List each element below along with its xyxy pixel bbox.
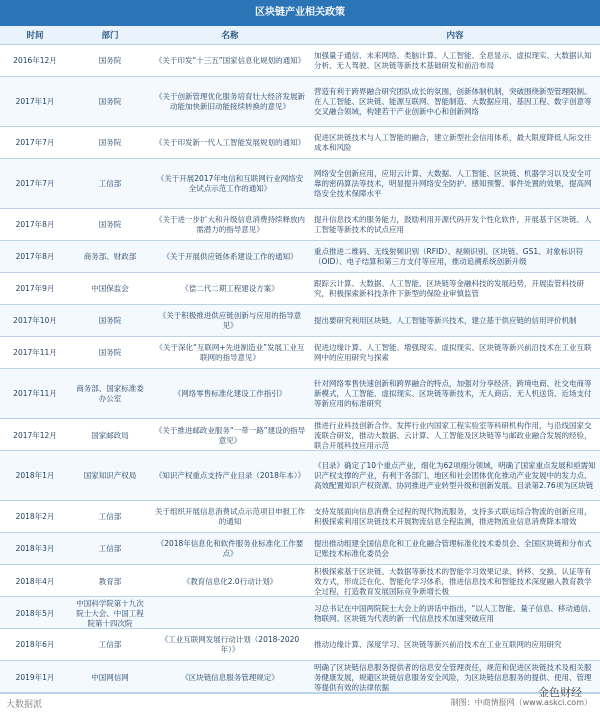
row-date: 2017年11月 xyxy=(13,388,57,398)
row-name: 《关于印发新一代人工智能发展规划的通知》 xyxy=(155,137,305,147)
row-name: 《工业互联网发展行动计划（2018-2020年）》 xyxy=(160,634,300,654)
row-dept: 商务部、国家标准委办公室 xyxy=(76,383,144,403)
table-row xyxy=(0,159,600,209)
row-content: 推动边缘计算、深度学习、区块链等新兴前沿技术在工业互联网的应用研究 xyxy=(314,639,562,649)
table-row xyxy=(0,209,600,241)
row-content: 《目录》确定了10个重点产业，细化为62项细分领域，明确了国家重点发展和亟需知识产权支撑的产业，有利于各部门、地区和社会团体优化推动产业发展中的发力点、高效配置知识产权资源、协同推进产业转型升级和创新发展。目录第2.76项为区块链 xyxy=(314,460,596,490)
row-content: 推进行业科技创新合作。发挥行业内国家工程实验室等科研机构作用，与沿线国家交流联合研发，推动大数据、云计算、人工智能及区块链等与邮政业融合发展的经验，联合开展科技应用示范 xyxy=(314,421,592,450)
row-dept: 国家邮政局 xyxy=(91,431,129,440)
row-dept: 国务院 xyxy=(98,137,122,147)
row-date: 2017年1月 xyxy=(15,96,55,106)
table-row xyxy=(0,305,600,337)
row-name xyxy=(150,597,310,631)
row-date: 2016年12月 xyxy=(13,55,57,65)
footer xyxy=(0,686,600,712)
row-dept: 教育部 xyxy=(98,577,122,586)
row-date: 2017年8月 xyxy=(15,251,55,261)
row-name: 《偿二代二期工程建设方案》 xyxy=(181,283,279,293)
table-row xyxy=(0,77,600,127)
row-name: 《2018年信息化和软件服务业标准化工作要点》 xyxy=(156,538,304,558)
table-row xyxy=(0,533,600,565)
row-dept: 国务院 xyxy=(98,347,122,357)
table-row xyxy=(0,241,600,273)
row-date: 2017年7月 xyxy=(15,178,55,188)
row-date: 2018年5月 xyxy=(15,609,55,618)
table-row xyxy=(0,629,600,661)
row-content: 支持发展面向信息消费全过程的现代物流服务，支持多式联运综合物流的创新应用，积极探索利用区块链技术开展物流信息全程监测，推进物流业信息消费降本增效 xyxy=(314,506,592,526)
table-row xyxy=(0,597,600,629)
table-row xyxy=(0,369,600,419)
row-date: 2017年10月 xyxy=(13,315,57,325)
row-dept: 中国保监会 xyxy=(91,283,129,293)
table-row xyxy=(0,565,600,597)
row-content: 针对网络零售快速创新和跨界融合的特点，加强对分享经济、跨境电商、社交电商等新模式，人工智能、虚拟现实、区块链等新技术，无人商店、无人机送货、近场支付等新应用的标准研究 xyxy=(314,378,592,408)
watermark-left: 大数据派 xyxy=(6,700,43,710)
table-row xyxy=(0,337,600,369)
row-name: 《关于进一步扩大和升级信息消费持续释放内需潜力的指导意见》 xyxy=(155,214,305,234)
row-content: 积极探索基于区块链、大数据等新技术的智能学习效果记录、转移、交换、认证等有效方式，形成泛在化、智能化学习体系，推进信息技术和智能技术深度融入教育教学全过程，打造教育发展国际竞争新增长极 xyxy=(314,567,592,596)
row-content: 提出要研究利用区块链、人工智能等新兴技术，建立基于供应链的信用评价机制 xyxy=(314,315,577,325)
row-dept: 国务院 xyxy=(98,96,122,106)
row-content: 明确了区块链信息服务提供者的信息安全管理责任，规范和促进区块链技术及相关服务健康发展，规避区块链信息服务安全风险，为区块链信息服务的提供、使用、管理等提供有效的法律依据 xyxy=(314,663,592,692)
row-dept: 中国科学院第十九次院士大会、中国工程院第十四次院 xyxy=(76,599,144,628)
row-name: 《关于积极推进供应链创新与应用的指导意见》 xyxy=(158,310,302,330)
row-content: 网络安全创新应用，应用云计算、大数据、人工智能、区块链、机器学习以及安全可靠的密码算法等技术，明显提升网络安全防护、感知预警、事件处置的效果，提高网络安全技术保障水平 xyxy=(314,168,592,198)
col-content: 内容 xyxy=(446,31,464,41)
table-row xyxy=(0,661,600,693)
row-name: 《关于推进邮政业服务“一带一路”建设的指导意见》 xyxy=(154,426,306,445)
col-name: 名称 xyxy=(221,31,239,41)
row-content: 促进边缘计算、人工智能、增强现实、虚拟现实、区块链等新兴前沿技术在工业互联网中的应用研究与探索 xyxy=(314,342,592,362)
col-time: 时间 xyxy=(26,31,44,41)
row-date: 2019年1月 xyxy=(15,673,55,682)
row-content: 重点推进二维码、无线射频识别（RFID）、视频识别、区块链、GS1、对象标识符（OID）、电子结算和第三方支付等应用，推动追溯系统创新升级 xyxy=(314,246,584,266)
row-name: 《知识产权重点支持产业目录（2018年本）》 xyxy=(154,470,306,480)
row-dept: 国务院 xyxy=(98,315,122,325)
table-row xyxy=(0,45,600,77)
row-content: 习总书记在中国两院院士大会上的讲话中指出，“以人工智能、量子信息、移动通信、物联网、区块链为代表的新一代信息技术加速突破应用 xyxy=(314,604,596,623)
source-note: 制图：中商情报网（www.askci.com） xyxy=(450,698,592,707)
row-date: 2018年2月 xyxy=(15,511,55,521)
row-dept: 国家知识产权局 xyxy=(83,470,137,480)
table-header xyxy=(0,26,600,45)
row-date: 2018年4月 xyxy=(15,577,55,586)
row-date: 2018年1月 xyxy=(15,470,55,480)
row-content: 加强量子通信、未来网络、类脑计算、人工智能、全息显示、虚拟现实、大数据认知分析、无人驾驶、区块链等新技术基础研发和前沿布局 xyxy=(314,50,592,70)
row-content: 跟踪云计算、大数据、人工智能、区块链等金融科技的发展趋势，开展监管科技研究，积极探索新科技条件下新型的保险业审慎监管 xyxy=(314,278,584,298)
table-row xyxy=(0,419,600,451)
row-date: 2018年6月 xyxy=(15,639,55,649)
table-rows xyxy=(0,45,600,693)
row-dept: 工信部 xyxy=(98,178,122,188)
page-title: 区块链产业相关政策 xyxy=(0,0,600,26)
row-date: 2017年7月 xyxy=(15,137,55,147)
table-row xyxy=(0,127,600,159)
row-content: 促进区块链技术与人工智能的融合，建立新型社会信用体系，最大限度降低人际交往成本和风险 xyxy=(314,132,592,152)
row-dept: 工信部 xyxy=(98,543,122,553)
policy-table xyxy=(0,26,600,693)
table-row xyxy=(0,501,600,533)
row-date: 2017年12月 xyxy=(13,431,57,440)
row-date: 2017年9月 xyxy=(15,283,55,293)
table-row xyxy=(0,451,600,501)
row-dept: 工信部 xyxy=(98,511,122,521)
row-date: 2018年3月 xyxy=(15,543,55,553)
watermark-right: 金色财经 xyxy=(538,686,582,699)
row-name: 《区块链信息服务管理规定》 xyxy=(181,673,279,682)
row-name: 《关于深化“互联网+先进制造业”发展工业互联网的指导意见》 xyxy=(155,342,305,362)
row-name: 《关于印发“十三五”国家信息化规划的通知》 xyxy=(154,55,306,65)
row-dept: 国务院 xyxy=(98,55,122,65)
col-dept: 部门 xyxy=(101,31,119,41)
row-date: 2017年8月 xyxy=(15,219,55,229)
row-name: 《关于创新管理优化服务培育壮大经济发展新动能加快新旧动能接续转换的意见》 xyxy=(155,91,305,111)
row-name: 《网络零售标准化建设工作指引》 xyxy=(173,388,287,398)
row-content: 营造有利于跨界融合研究团队成长的氛围，创新体制机制，突破围绕新型管理限制。在人工智能、区块链、能源互联网、智能制造、大数据应用、基因工程、数字创意等交叉融合领域，构建若干产业创新中心和创新网络 xyxy=(314,86,592,116)
row-name: 《关于开展2017年电信和互联网行业网络安全试点示范工作的通知》 xyxy=(156,173,304,193)
row-name: 《教育信息化2.0行动计划》 xyxy=(182,577,278,586)
row-dept: 商务部、财政部 xyxy=(83,251,137,261)
row-dept: 工信部 xyxy=(98,639,122,649)
table-row xyxy=(0,273,600,305)
row-name: 关于组织开展信息消费试点示范项目申报工作的通知 xyxy=(155,506,305,526)
row-dept: 国务院 xyxy=(98,219,122,229)
row-content: 提升信息技术的服务能力，鼓励利用开源代码开发个性化软件，开展基于区块链、人工智能等新技术的试点应用 xyxy=(314,214,592,234)
row-content: 提出推动组建全国信息化和工业化融合管理标准化技术委员会、全国区块链和分布式记账技术标准化委员会 xyxy=(314,538,592,558)
row-date: 2017年11月 xyxy=(13,347,57,357)
row-dept: 中国网信网 xyxy=(91,673,129,682)
row-name: 《关于开展供应链体系建设工作的通知》 xyxy=(162,251,298,261)
